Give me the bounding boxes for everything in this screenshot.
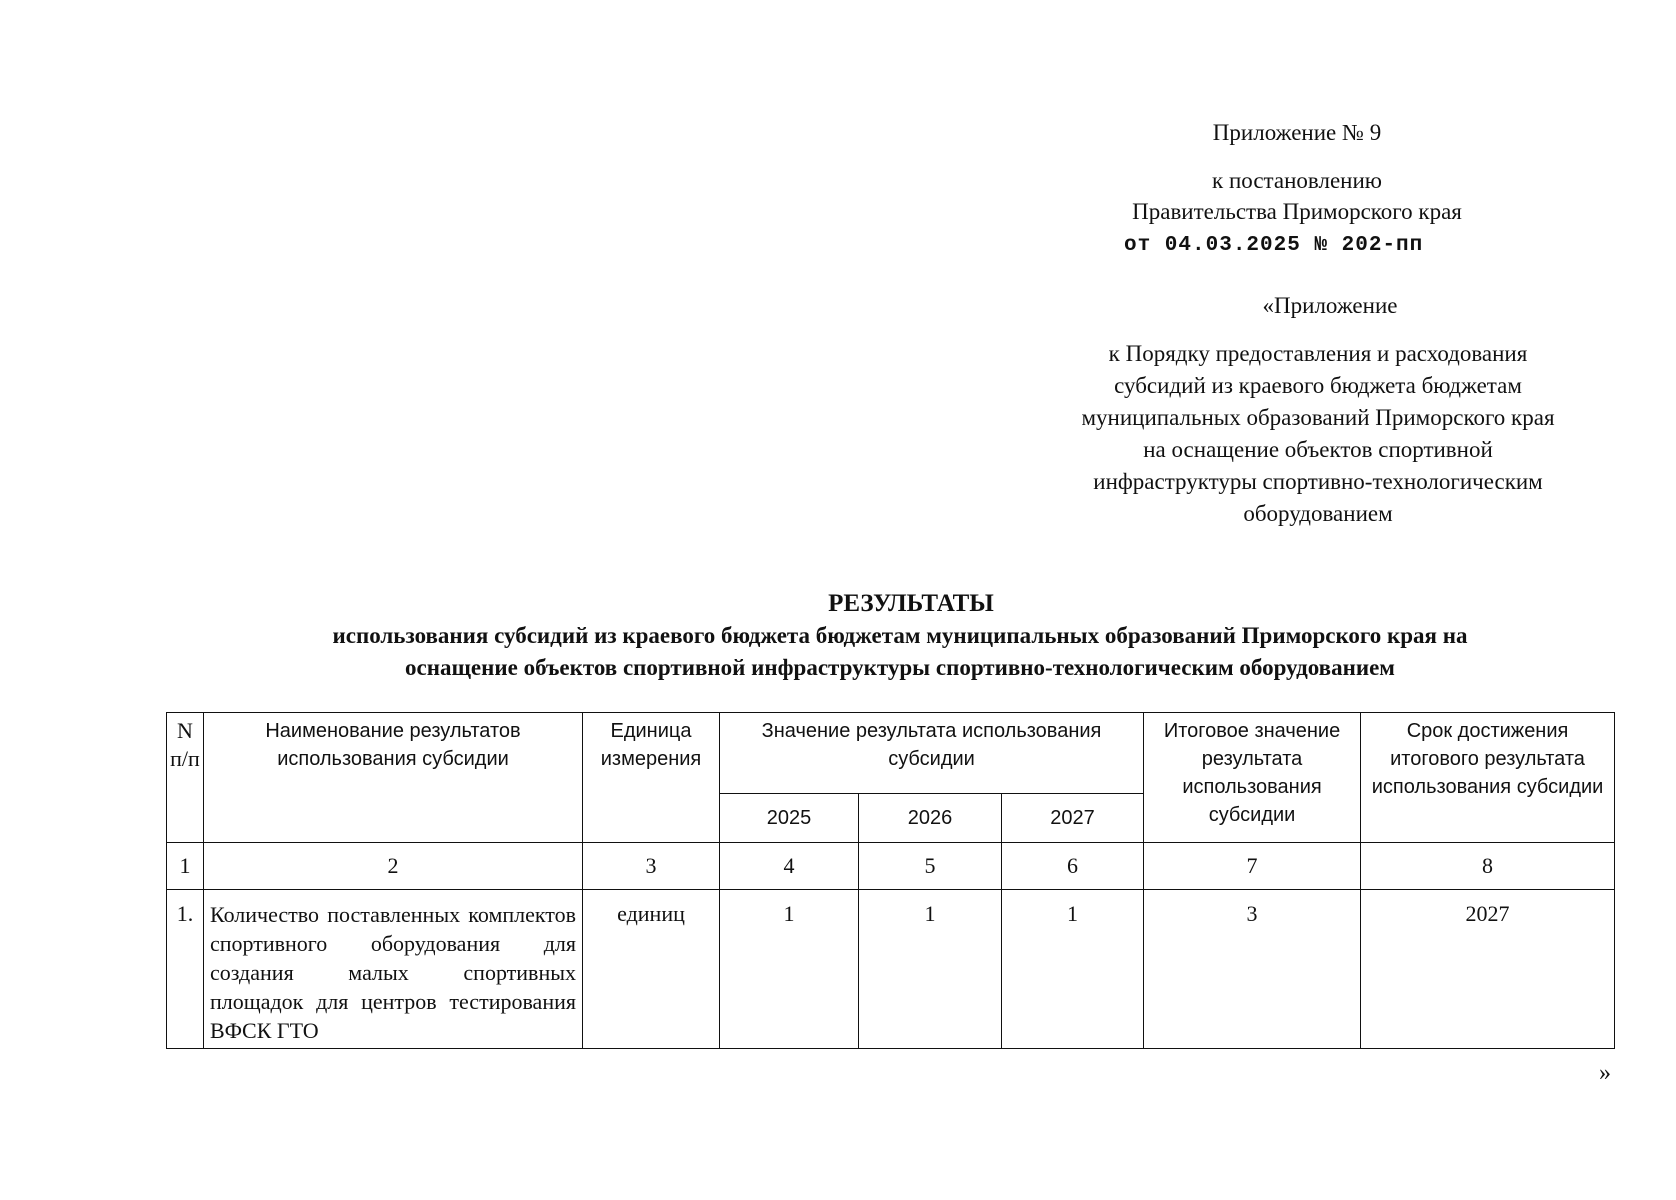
- header-num: N п/п: [167, 713, 204, 843]
- results-table: [166, 712, 1615, 1049]
- annex-line: инфраструктуры спортивно-технологическим: [1093, 469, 1543, 494]
- value-2025: 1: [720, 890, 859, 1049]
- value-2026: 1: [859, 890, 1002, 1049]
- closing-quote: »: [1599, 1060, 1611, 1086]
- total-value: 3: [1144, 890, 1361, 1049]
- annex-line: субсидий из краевого бюджета бюджетам: [1114, 373, 1522, 398]
- header-value: Значение результата использования субсидии: [720, 713, 1144, 794]
- column-number: 2: [204, 843, 583, 890]
- table-row: [167, 890, 1615, 1049]
- document-subtitle-line: оснащение объектов спортивной инфраструктуры спортивно-технологическим оборудованием: [405, 655, 1395, 680]
- header-deadline: Срок достижения итогового результата использования субсидии: [1361, 713, 1615, 843]
- column-number: 6: [1002, 843, 1144, 890]
- column-number: 7: [1144, 843, 1361, 890]
- header-row: [167, 713, 1615, 794]
- column-number: 3: [583, 843, 720, 890]
- annex-label: «Приложение: [1262, 293, 1398, 318]
- column-number-row: [167, 843, 1615, 890]
- value-2027: 1: [1002, 890, 1144, 1049]
- column-number: 8: [1361, 843, 1615, 890]
- result-name: Количество поставленных комплектов спортивного оборудования для создания малых спортивных площадок для центров тестирования ВФСК ГТО: [204, 890, 583, 1049]
- column-number: 1: [167, 843, 204, 890]
- header-name: Наименование результатов использования субсидии: [204, 713, 583, 843]
- government-name: Правительства Приморского края: [1132, 199, 1462, 224]
- column-number: 4: [720, 843, 859, 890]
- order-number: от 04.03.2025 № 202-пп: [1124, 234, 1424, 257]
- annex-line: на оснащение объектов спортивной: [1143, 437, 1493, 462]
- header-year: 2027: [1002, 794, 1144, 843]
- document-subtitle-line: использования субсидий из краевого бюджета бюджетам муниципальных образований Приморского края на: [332, 623, 1468, 648]
- to-resolution-label: к постановлению: [1212, 168, 1382, 193]
- appendix-number: Приложение № 9: [1212, 120, 1382, 145]
- column-number: 5: [859, 843, 1002, 890]
- header-total: Итоговое значение результата использования субсидии: [1144, 713, 1361, 843]
- document-title: РЕЗУЛЬТАТЫ: [828, 590, 994, 617]
- annex-line: к Порядку предоставления и расходования: [1108, 341, 1528, 366]
- header-year: 2025: [720, 794, 859, 843]
- annex-line: муниципальных образований Приморского края: [1081, 405, 1555, 430]
- header-year: 2026: [859, 794, 1002, 843]
- header-unit: Единица измерения: [583, 713, 720, 843]
- unit-value: единиц: [583, 890, 720, 1049]
- deadline-value: 2027: [1361, 890, 1615, 1049]
- row-number: 1.: [167, 890, 204, 1049]
- annex-line: оборудованием: [1243, 501, 1393, 526]
